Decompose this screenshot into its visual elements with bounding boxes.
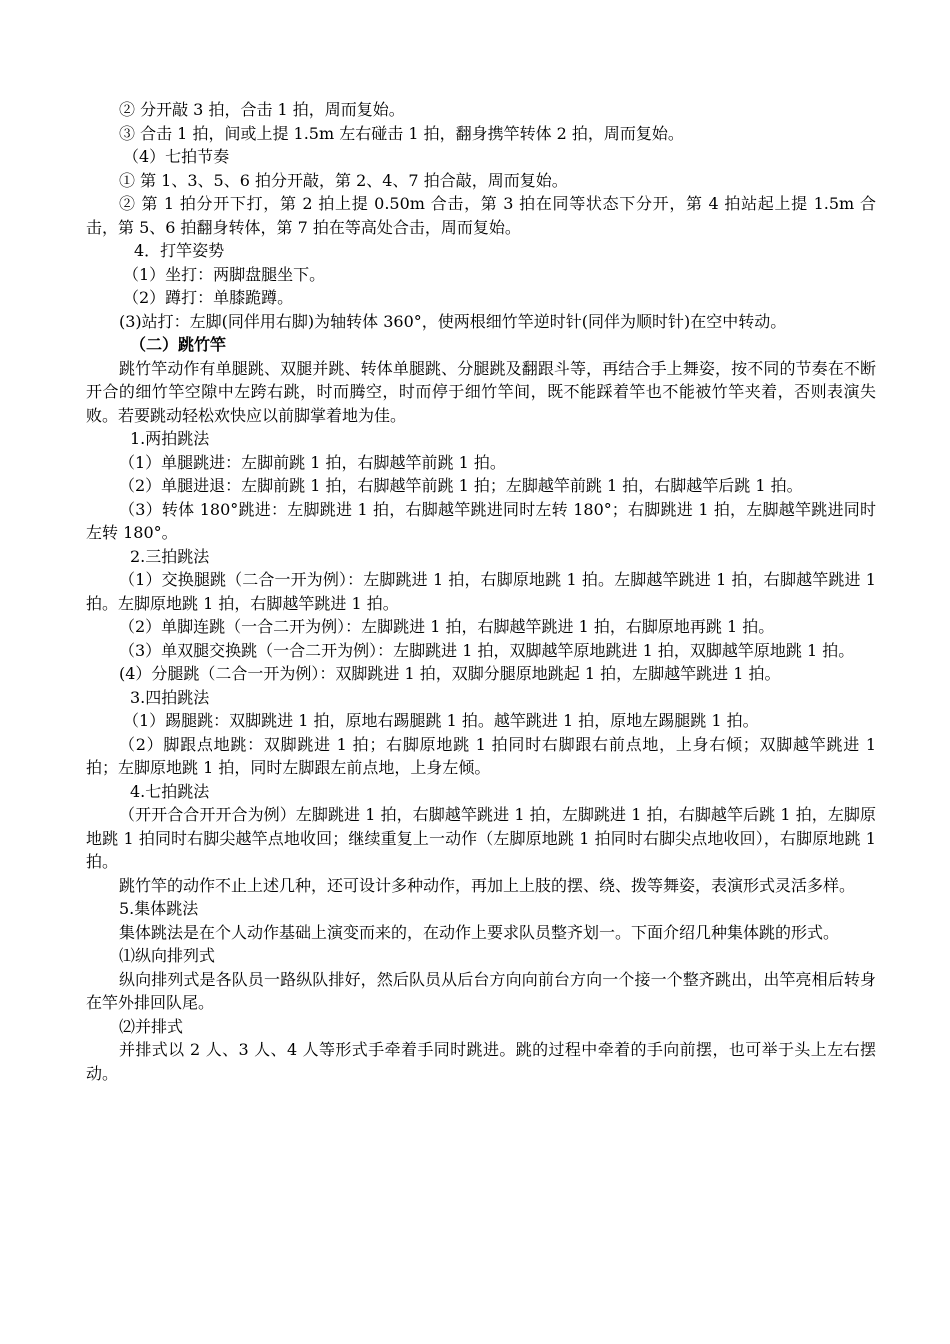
paragraph-18: （2）单脚连跳（一合二开为例）：左脚跳进 1 拍，右脚越竿跳进 1 拍，右脚原地再跳 1 拍。	[119, 617, 775, 636]
document-body	[86, 98, 876, 1085]
paragraph-26: 跳竹竿的动作不止上述几种，还可设计多种动作，再加上上肢的摆、绕、拨等舞姿，表演形式灵活多样。	[119, 875, 856, 895]
subheading-two-beat: 1.两拍跳法	[130, 429, 210, 448]
paragraph-19: （3）单双腿交换跳（一合二开为例）：左脚跳进 1 拍，双脚越竿原地跳进 1 拍，双脚越竿原地跳 1 拍。	[119, 640, 855, 660]
paragraph-04: ① 第 1、3、5、6 拍分开敲，第 2、4、7 拍合敲，周而复始。	[119, 170, 568, 190]
paragraph-01: ② 分开敲 3 拍，合击 1 拍，周而复始。	[119, 100, 405, 119]
paragraph-05: ② 第 1 拍分开下打，第 2 拍上提 0.50m 合击，第 3 拍在同等状态下分开，第 4 拍站起上提 1.5m 合击，第 5、6 拍翻身转体，第 7 拍在等高处合击，周而复始。	[86, 194, 876, 237]
subheading-vertical: ⑴纵向排列式	[119, 946, 216, 965]
paragraph-30: 纵向排列式是各队员一路纵队排好，然后队员从后台方向向前台方向一个接一个整齐跳出，出竿亮相后转身在竿外排回队尾。	[86, 969, 876, 1012]
subheading-side-by-side: ⑵并排式	[119, 1016, 184, 1036]
paragraph-09: (3)站打：左脚(同伴用右脚)为轴转体 360°，使两根细竹竿逆时针(同伴为顺时针)在空中转动。	[119, 311, 787, 331]
paragraph-13: （1）单腿跳进：左脚前跳 1 拍，右脚越竿前跳 1 拍。	[119, 452, 506, 472]
paragraph-07: （1）坐打：两脚盘腿坐下。	[123, 264, 326, 284]
paragraph-08: （2）蹲打：单膝跪蹲。	[123, 288, 294, 307]
paragraph-22: （1）踢腿跳：双脚跳进 1 拍，原地右踢腿跳 1 拍。越竿跳进 1 拍，原地左踢腿跳 1 拍。	[123, 711, 759, 730]
paragraph-11: 跳竹竿动作有单腿跳、双腿并跳、转体单腿跳、分腿跳及翻跟斗等，再结合手上舞姿，按不同的节奏在不断开合的细竹竿空隙中左跨右跳，时而腾空，时而停于细竹竿间，既不能踩着竿也不能被竹竿夹着，否则表演失败。若要跳动轻松欢快应以前脚掌着地为佳。	[86, 358, 876, 425]
paragraph-15: （3）转体 180°跳进：左脚跳进 1 拍，右脚越竿跳进同时左转 180°；右脚跳进 1 拍，左脚越竿跳进同时左转 180°。	[86, 499, 876, 542]
paragraph-20: (4）分腿跳（二合一开为例）：双脚跳进 1 拍，双脚分腿原地跳起 1 拍，左脚越竿跳进 1 拍。	[119, 664, 781, 683]
section-heading-jump: （二）跳竹竿	[130, 335, 227, 354]
subheading-seven-beat: 4.七拍跳法	[130, 781, 210, 801]
paragraph-03: （4）七拍节奏	[123, 147, 230, 166]
subheading-group-jump: 5.集体跳法	[119, 899, 199, 918]
paragraph-17: （1）交换腿跳（二合一开为例）：左脚跳进 1 拍，右脚原地跳 1 拍。左脚越竿跳进 1 拍，右脚越竿跳进 1 拍。左脚原地跳 1 拍，右脚越竿跳进 1 拍。	[86, 570, 876, 613]
paragraph-32: 并排式以 2 人、3 人、4 人等形式手牵着手同时跳进。跳的过程中牵着的手向前摆，也可举于头上左右摆动。	[86, 1040, 876, 1083]
subheading-four-beat: 3.四拍跳法	[130, 687, 210, 707]
paragraph-14: （2）单腿进退：左脚前跳 1 拍，右脚越竿前跳 1 拍；左脚越竿前跳 1 拍，右脚越竿后跳 1 拍。	[119, 476, 803, 495]
paragraph-25: （开开合合开开合为例）左脚跳进 1 拍，右脚越竿跳进 1 拍，左脚跳进 1 拍，右脚越竿后跳 1 拍，左脚原地跳 1 拍同时右脚尖越竿点地收回；继续重复上一动作（左脚原地跳 1 拍同时右脚尖点地收回），右脚原地跳 1 拍。	[86, 805, 876, 871]
section-heading-4: 4．打竿姿势	[134, 241, 225, 260]
subheading-three-beat: 2.三拍跳法	[130, 546, 210, 566]
paragraph-23: （2）脚跟点地跳：双脚跳进 1 拍；右脚原地跳 1 拍同时右脚跟右前点地，上身右倾；双脚越竿跳进 1 拍；左脚原地跳 1 拍，同时左脚跟左前点地，上身左倾。	[86, 734, 876, 777]
paragraph-28: 集体跳法是在个人动作基础上演变而来的，在动作上要求队员整齐划一。下面介绍几种集体跳的形式。	[119, 922, 840, 942]
paragraph-02: ③ 合击 1 拍，间或上提 1.5m 左右碰击 1 拍，翻身携竿转体 2 拍，周而复始。	[119, 123, 684, 143]
